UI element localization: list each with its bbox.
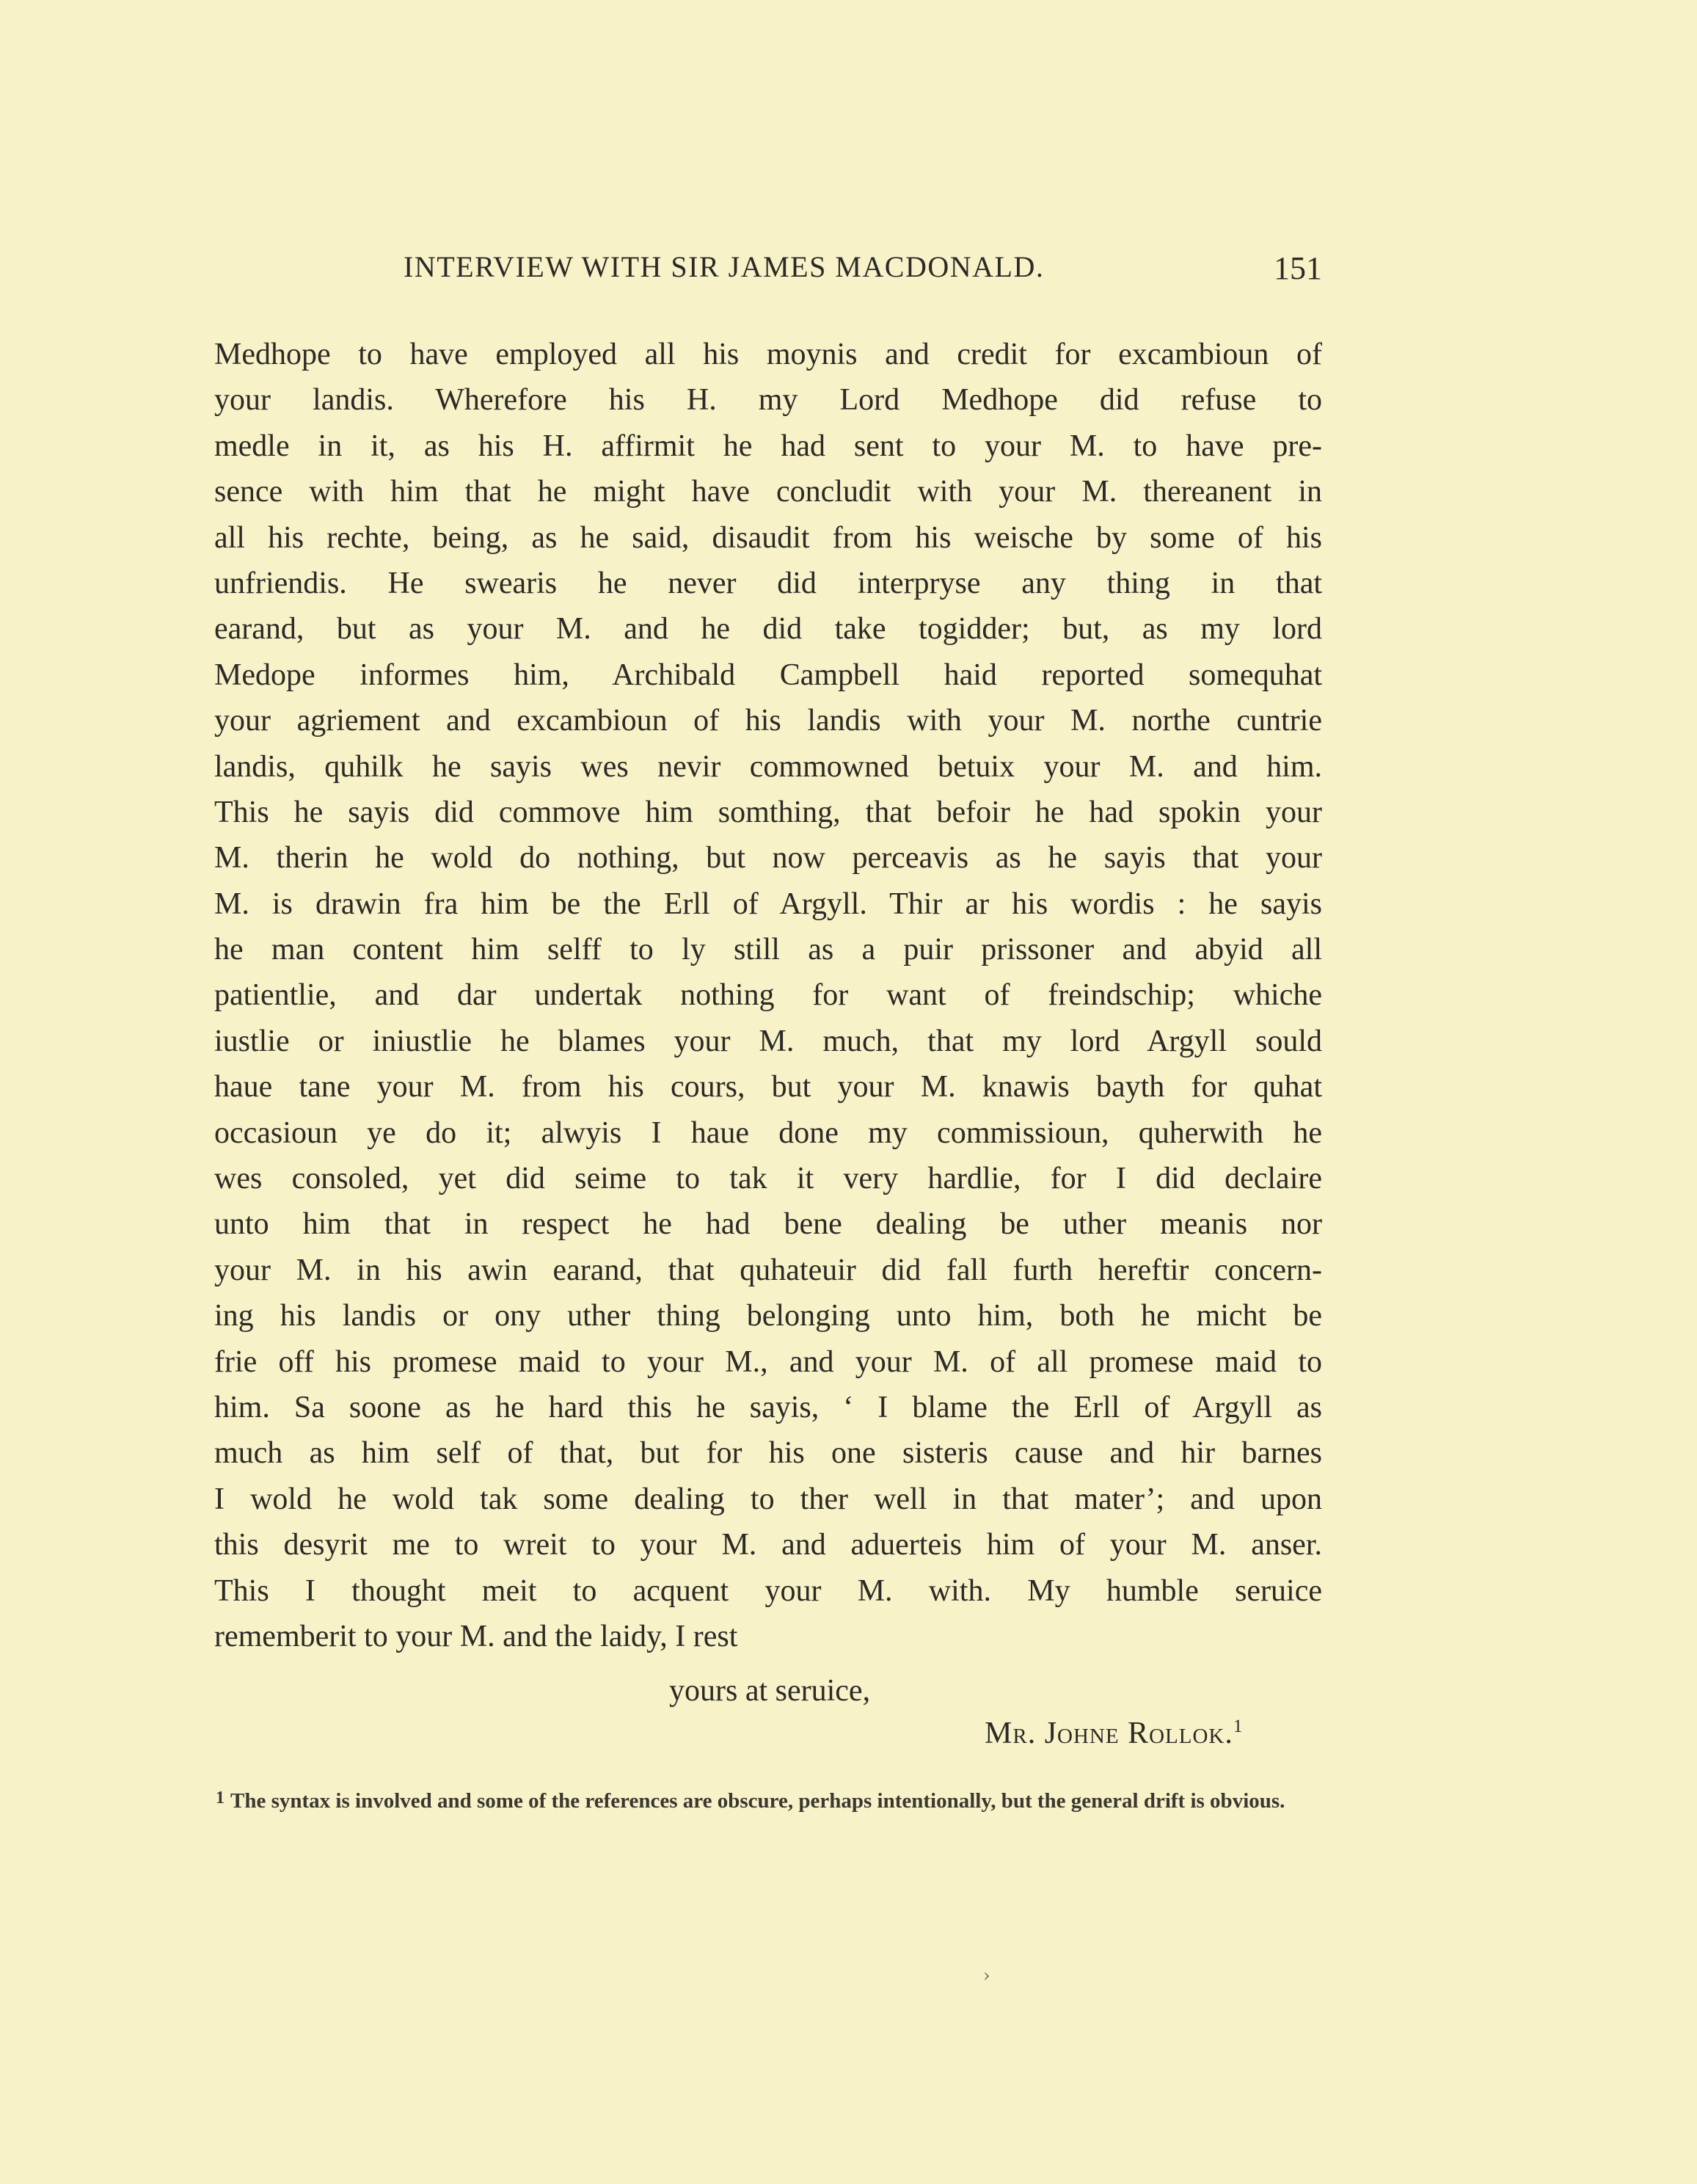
body-line: M. is drawin fra him be the Erll of Argyll. Thir ar his wordis : he sayis <box>214 887 1322 921</box>
closing-phrase: yours at seruice, <box>669 1674 871 1708</box>
running-title: INTERVIEW WITH SIR JAMES MACDONALD. <box>404 250 1045 283</box>
body-line: This I thought meit to acquent your M. with. My humble seruice <box>214 1573 1322 1608</box>
body-line: rememberit to your M. and the laidy, I rest <box>214 1619 738 1653</box>
stray-ink-mark: › <box>983 1965 990 1986</box>
body-line: he man content him selff to ly still as a puir prissoner and abyid all <box>214 933 1322 967</box>
signature-name: Mr. Johne Rollok. <box>985 1717 1233 1750</box>
body-line: ing his landis or ony uther thing belonging unto him, both he micht be <box>214 1299 1322 1333</box>
body-line: Medhope to have employed all his moynis and credit for excambioun of <box>214 338 1322 371</box>
body-line: haue tane your M. from his cours, but your M. knawis bayth for quhat <box>214 1070 1322 1104</box>
body-line: iustlie or iniustlie he blames your M. much, that my lord Argyll sould <box>214 1024 1322 1058</box>
footnote-reference: 1 <box>1233 1717 1244 1736</box>
body-line: all his rechte, being, as he said, disaudit from his weische by some of his <box>214 520 1322 555</box>
body-line: frie off his promese maid to your M., and your M. of all promese maid to <box>214 1344 1322 1379</box>
body-line: unto him that in respect he had bene dealing be uther meanis nor <box>214 1207 1322 1242</box>
body-line: wes consoled, yet did seime to tak it very hardlie, for I did declaire <box>214 1162 1322 1196</box>
body-line: I wold he wold tak some dealing to ther well in that mater’; and upon <box>214 1482 1322 1516</box>
body-line: unfriendis. He swearis he never did interpryse any thing in that <box>214 566 1322 600</box>
body-line: M. therin he wold do nothing, but now perceavis as he sayis that your <box>214 841 1322 876</box>
body-line: patientlie, and dar undertak nothing for want of freindschip; whiche <box>214 978 1322 1013</box>
body-line: this desyrit me to wreit to your M. and aduerteis him of your M. anser. <box>214 1528 1322 1562</box>
footnote-marker: 1 <box>216 1788 225 1808</box>
footnote-text: The syntax is involved and some of the references are obscure, perhaps intentionally, but the general drift is obvious. <box>230 1789 1285 1813</box>
body-line: Medope informes him, Archibald Campbell haid reported somequhat <box>214 658 1322 692</box>
body-line: medle in it, as his H. affirmit he had sent to your M. to have pre- <box>214 429 1322 463</box>
body-line: This he sayis did commove him somthing, that befoir he had spokin your <box>214 795 1322 829</box>
body-line: sence with him that he might have concludit with your M. thereanent in <box>214 475 1322 509</box>
body-line: occasioun ye do it; alwyis I haue done my commissioun, quherwith he <box>214 1115 1322 1150</box>
body-line: him. Sa soone as he hard this he sayis, ‘ I blame the Erll of Argyll as <box>214 1390 1322 1424</box>
page-number: 151 <box>1274 250 1322 286</box>
signature <box>985 1716 1243 1751</box>
body-line: your landis. Wherefore his H. my Lord Medhope did refuse to <box>214 383 1322 418</box>
letter-closing <box>0 1673 1697 1761</box>
running-head <box>214 250 1322 294</box>
body-line: your agriement and excambioun of his landis with your M. northe cuntrie <box>214 704 1322 738</box>
body-line: your M. in his awin earand, that quhateuir did fall furth hereftir concern- <box>214 1253 1322 1287</box>
body-line: earand, but as your M. and he did take togidder; but, as my lord <box>214 612 1322 647</box>
letter-body <box>214 332 1322 1659</box>
body-line: much as him self of that, but for his one sisteris cause and hir barnes <box>214 1436 1322 1471</box>
footnote <box>200 1785 1329 1817</box>
body-line: landis, quhilk he sayis wes nevir commowned betuix your M. and him. <box>214 749 1322 784</box>
